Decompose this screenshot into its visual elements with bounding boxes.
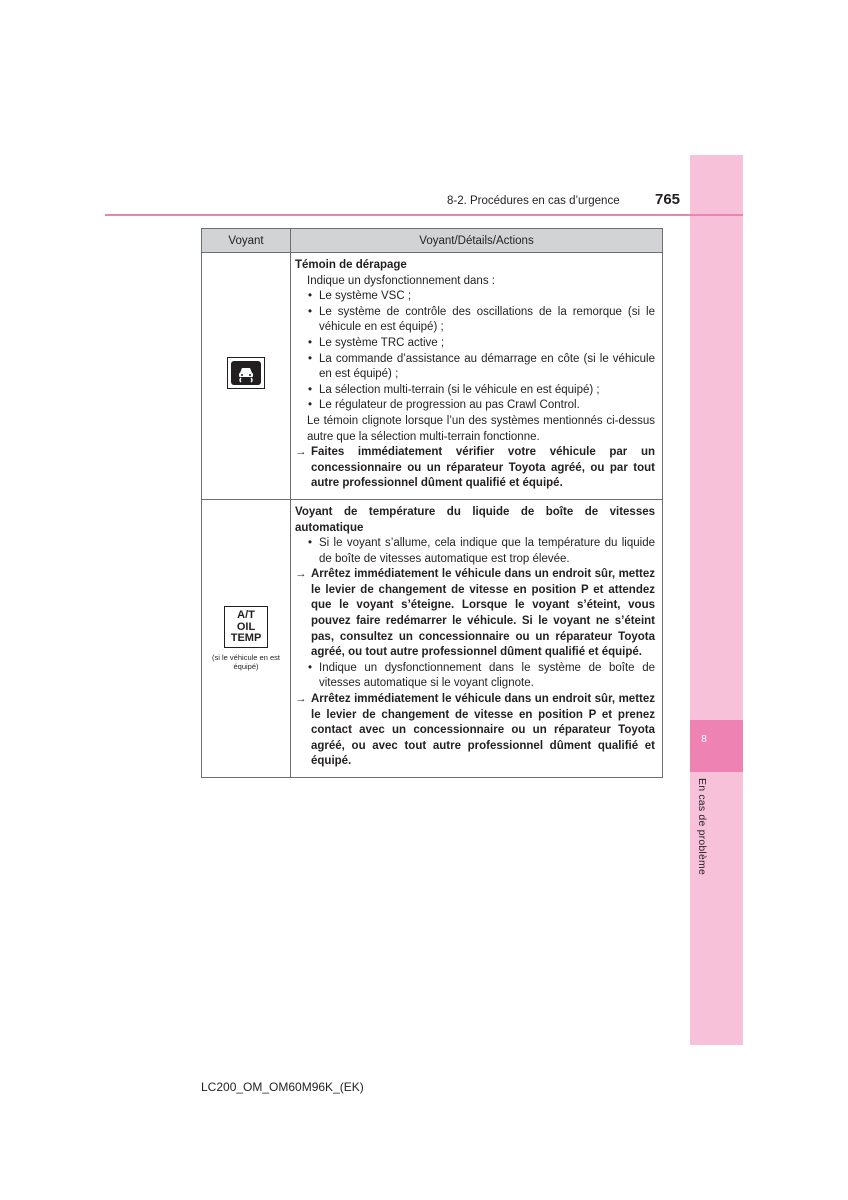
row-note: Le témoin clignote lorsque l’un des systèmes mentionnés ci-dessus autre que la sélection multi-terrain fonctionne. bbox=[307, 414, 655, 443]
list-item: • La sélection multi-terrain (si le véhicule en est équipé) ; bbox=[295, 383, 655, 399]
icon-note: (si le véhicule en est équipé) bbox=[212, 652, 280, 671]
icon-cell bbox=[202, 253, 291, 500]
list-item: • Le système VSC ; bbox=[295, 289, 655, 305]
warning-lights-table bbox=[201, 228, 663, 778]
list-item: • La commande d’assistance au démarrage en côte (si le véhicule en est équipé) ; bbox=[295, 352, 655, 383]
arrow-icon: → bbox=[295, 693, 307, 706]
table-row bbox=[202, 253, 663, 500]
page-number: 765 bbox=[655, 191, 681, 208]
list-item: • Le système TRC active ; bbox=[295, 336, 655, 352]
action-text: Faites immédiatement vérifier votre véhicule par un concessionnaire ou un réparateur Toyota agréé, ou par tout autre professionnel dûment qualifié et équipé. bbox=[311, 446, 655, 490]
icon-text-line: A/T OIL bbox=[236, 609, 256, 633]
action-item bbox=[295, 445, 655, 492]
column-header-details: Voyant/Détails/Actions bbox=[291, 229, 663, 253]
table-header-row bbox=[202, 229, 663, 253]
chapter-label: En cas de problème bbox=[696, 778, 708, 875]
table-row bbox=[202, 499, 663, 777]
chapter-tab-active[interactable] bbox=[690, 720, 743, 772]
list-item: • Si le voyant s’allume, cela indique que la température du liquide de boîte de vitesses automatique est trop élevée. bbox=[295, 536, 655, 567]
arrow-icon: → bbox=[295, 446, 307, 459]
at-oil-temp-icon bbox=[224, 606, 268, 648]
icon-text-line: TEMP bbox=[230, 632, 262, 645]
column-header-voyant: Voyant bbox=[202, 229, 291, 253]
icon-cell bbox=[202, 499, 291, 777]
action-text: Arrêtez immédiatement le véhicule dans un endroit sûr, mettez le levier de changement de vitesse en position P et prenez contact avec un concessionnaire ou un réparateur Toyota agréé, ou avec tout autre professionnel dûment qualifié et équipé. bbox=[311, 693, 655, 768]
row-title: Témoin de dérapage bbox=[295, 259, 407, 271]
row-intro: Indique un dysfonctionnement dans : bbox=[307, 274, 495, 287]
list-item: • Indique un dysfonctionnement dans le système de boîte de vitesses automatique si le voyant clignote. bbox=[295, 661, 655, 692]
action-item bbox=[295, 692, 655, 770]
chapter-number: 8 bbox=[701, 734, 707, 745]
action-item bbox=[295, 567, 655, 661]
arrow-icon: → bbox=[295, 568, 307, 581]
row-title: Voyant de température du liquide de boîte de vitesses automatique bbox=[295, 505, 655, 534]
chapter-side-tab bbox=[690, 155, 743, 1045]
header-divider bbox=[105, 214, 743, 216]
action-text: Arrêtez immédiatement le véhicule dans un endroit sûr, mettez le levier de changement de vitesse en position P et attendez que le voyant s’éteigne. Lorsque le voyant s’éteint, vous pouvez faire redémarrer le véhicule. Si le voyant ne s’éteint pas, consultez un concessionnaire ou un réparateur Toyota agréé, ou tout autre professionnel dûment qualifié et équipé. bbox=[311, 568, 655, 659]
details-cell bbox=[291, 499, 663, 777]
list-item: • Le système de contrôle des oscillations de la remorque (si le véhicule en est équipé) ; bbox=[295, 305, 655, 336]
list-item: • Le régulateur de progression au pas Crawl Control. bbox=[295, 398, 655, 414]
details-cell bbox=[291, 253, 663, 500]
section-title: 8-2. Procédures en cas d’urgence bbox=[447, 195, 620, 207]
document-code: LC200_OM_OM60M96K_(EK) bbox=[201, 1080, 364, 1094]
slip-indicator-icon bbox=[227, 357, 265, 389]
